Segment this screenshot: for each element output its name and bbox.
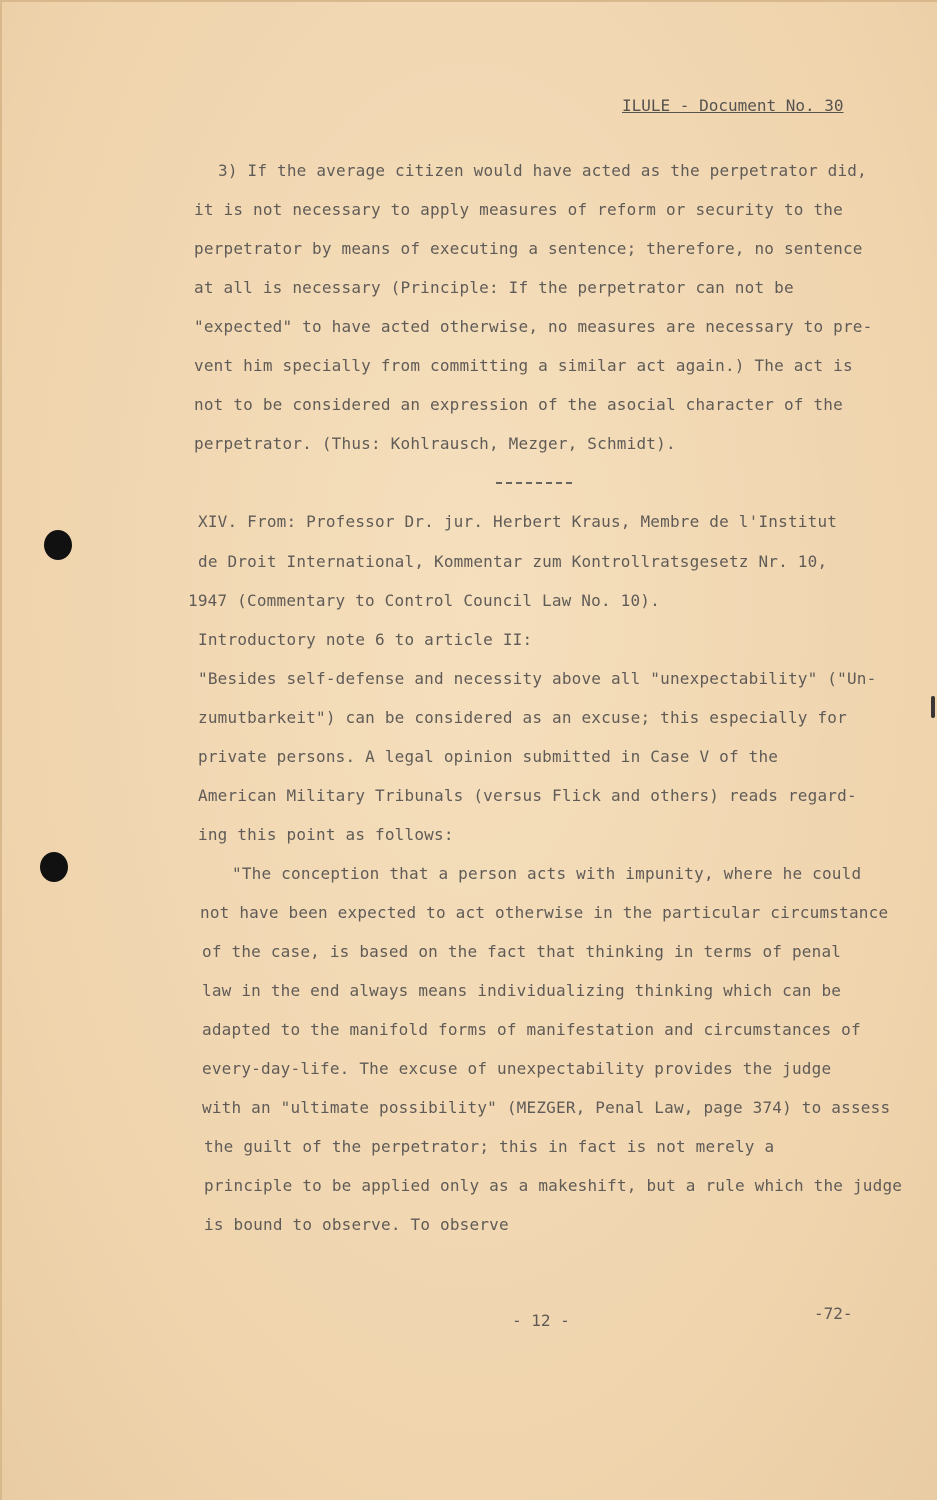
punch-hole-bottom (40, 852, 68, 882)
paragraph1-line-1: 3) If the average citizen would have acted as the perpetrator did, (218, 161, 867, 180)
paragraph3-line-9: principle to be applied only as a makeshift, but a rule which the judge (204, 1176, 903, 1195)
paragraph1-line-8: perpetrator. (Thus: Kohlrausch, Mezger, Schmidt). (194, 434, 676, 453)
paragraph3-line-6: every-day-life. The excuse of unexpectability provides the judge (202, 1059, 832, 1078)
paragraph2-line-2: de Droit International, Kommentar zum Kontrollratsgesetz Nr. 10, (198, 552, 828, 571)
stamp-number: -72- (814, 1304, 853, 1323)
paragraph2-line-6: zumutbarkeit") can be considered as an excuse; this especially for (198, 708, 847, 727)
paragraph3-line-10: is bound to observe. To observe (204, 1215, 509, 1234)
paragraph3-line-7: with an "ultimate possibility" (MEZGER, Penal Law, page 374) to assess (202, 1098, 891, 1117)
paragraph1-line-3: perpetrator by means of executing a sentence; therefore, no sentence (194, 239, 863, 258)
paragraph1-line-5: "expected" to have acted otherwise, no measures are necessary to pre- (194, 317, 873, 336)
paragraph3-line-8: the guilt of the perpetrator; this in fact is not merely a (204, 1137, 775, 1156)
paragraph2-line-1: XIV. From: Professor Dr. jur. Herbert Kraus, Membre de l'Institut (198, 512, 838, 531)
paragraph2-line-4: Introductory note 6 to article II: (198, 630, 533, 649)
paragraph1-line-7: not to be considered an expression of the asocial character of the (194, 395, 843, 414)
paragraph2-line-3: 1947 (Commentary to Control Council Law No. 10). (188, 591, 660, 610)
paragraph2-line-8: American Military Tribunals (versus Flick and others) reads regard- (198, 786, 857, 805)
section-divider (496, 482, 572, 484)
paragraph1-line-2: it is not necessary to apply measures of reform or security to the (194, 200, 843, 219)
paragraph3-line-2: not have been expected to act otherwise in the particular circumstance (200, 903, 889, 922)
paragraph2-line-7: private persons. A legal opinion submitted in Case V of the (198, 747, 779, 766)
paragraph2-line-9: ing this point as follows: (198, 825, 454, 844)
paragraph3-line-1: "The conception that a person acts with impunity, where he could (232, 864, 862, 883)
page-number: - 12 - (512, 1311, 570, 1330)
paragraph3-line-5: adapted to the manifold forms of manifestation and circumstances of (202, 1020, 861, 1039)
paragraph1-line-4: at all is necessary (Principle: If the perpetrator can not be (194, 278, 794, 297)
paragraph1-line-6: vent him specially from committing a similar act again.) The act is (194, 356, 853, 375)
paragraph3-line-3: of the case, is based on the fact that thinking in terms of penal (202, 942, 842, 961)
edge-mark (931, 696, 935, 718)
paragraph3-line-4: law in the end always means individualizing thinking which can be (202, 981, 842, 1000)
punch-hole-top (44, 530, 72, 560)
paragraph2-line-5: "Besides self-defense and necessity above all "unexpectability" ("Un- (198, 669, 877, 688)
document-header: ILULE - Document No. 30 (622, 96, 844, 115)
